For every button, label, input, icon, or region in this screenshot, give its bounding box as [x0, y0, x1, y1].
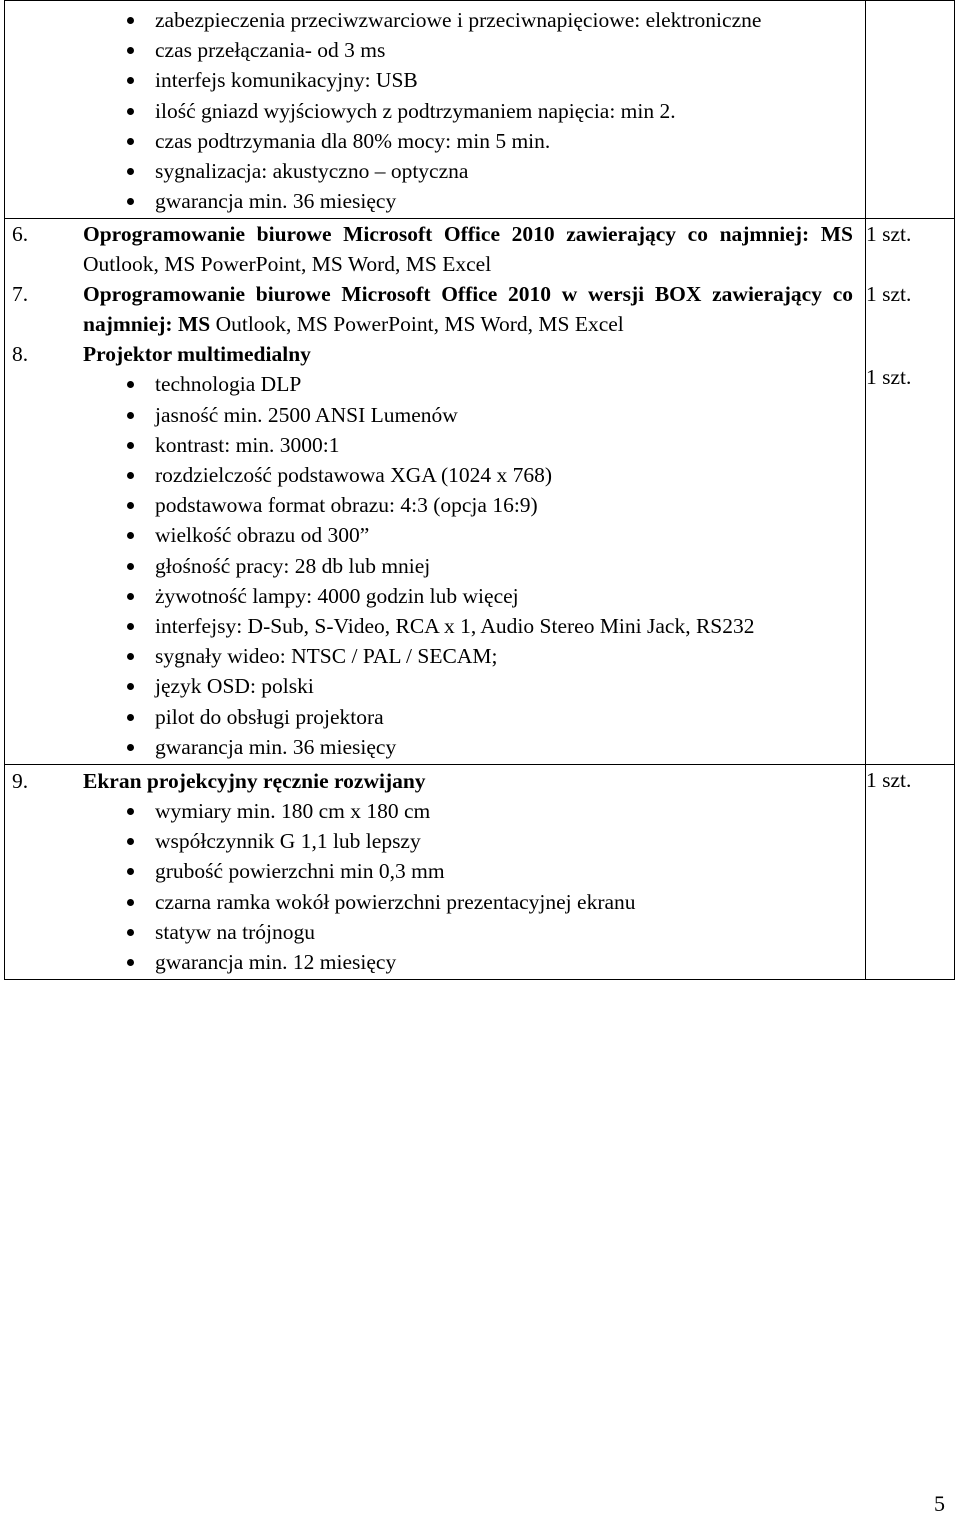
list-item-text: interfejsy: D-Sub, S-Video, RCA x 1, Audio Stereo Mini Jack, RS232 [155, 614, 755, 639]
bullet-icon [127, 47, 134, 54]
list-item [155, 856, 853, 886]
item-9 [5, 766, 865, 796]
list-item-text: interfejs komunikacyjny: USB [155, 68, 418, 93]
item-title-rest: Outlook, MS PowerPoint, MS Word, MS Excel [210, 312, 624, 337]
list-item [155, 796, 853, 826]
bullet-icon [127, 532, 134, 539]
list-item [155, 826, 853, 856]
description-cell [5, 765, 866, 980]
item-number: 8. [12, 342, 29, 367]
bullet-icon [127, 381, 134, 388]
list-item-text: język OSD: polski [155, 674, 314, 699]
list-item [155, 611, 853, 641]
bullet-icon [127, 168, 134, 175]
bullet-icon [127, 653, 134, 660]
list-item [155, 35, 853, 65]
quantity-value: 1 szt. [866, 365, 912, 390]
table-row [5, 1, 955, 219]
bullet-icon [127, 198, 134, 205]
specification-table [4, 0, 955, 980]
table-row [5, 219, 955, 765]
list-item-text: wymiary min. 180 cm x 180 cm [155, 799, 431, 824]
item-number: 6. [12, 222, 29, 247]
list-item [155, 732, 853, 762]
list-item [155, 5, 853, 35]
quantity-cell [866, 765, 955, 980]
list-item-text: pilot do obsługi projektora [155, 704, 384, 729]
bullet-icon [127, 714, 134, 721]
bullet-icon [127, 502, 134, 509]
item-number: 9. [12, 769, 29, 794]
bullet-list [5, 796, 865, 977]
list-item [155, 369, 853, 399]
list-item [155, 947, 853, 977]
bullet-icon [127, 108, 134, 115]
list-item-text: gwarancja min. 12 miesięcy [155, 950, 397, 975]
list-item [155, 917, 853, 947]
list-item [155, 887, 853, 917]
list-item [155, 490, 853, 520]
description-cell [5, 1, 866, 219]
bullet-icon [127, 744, 134, 751]
quantity-value: 1 szt. [866, 282, 912, 307]
bullet-list [5, 5, 865, 216]
list-item [155, 186, 853, 216]
list-item-text: technologia DLP [155, 372, 302, 397]
bullet-icon [127, 838, 134, 845]
list-item [155, 520, 853, 550]
list-item-text: współczynnik G 1,1 lub lepszy [155, 829, 421, 854]
bullet-icon [127, 563, 134, 570]
list-item-text: wielkość obrazu od 300” [155, 523, 370, 548]
list-item-text: podstawowa format obrazu: 4:3 (opcja 16:9) [155, 493, 538, 518]
list-item-text: głośność pracy: 28 db lub mniej [155, 553, 431, 578]
list-item-text: sygnały wideo: NTSC / PAL / SECAM; [155, 644, 498, 669]
list-item [155, 65, 853, 95]
bullet-icon [127, 442, 134, 449]
list-item [155, 641, 853, 671]
list-item-text: rozdzielczość podstawowa XGA (1024 x 768) [155, 463, 553, 488]
item-7 [5, 279, 865, 339]
bullet-icon [127, 412, 134, 419]
item-6 [5, 219, 865, 279]
list-item [155, 430, 853, 460]
item-number: 7. [12, 282, 29, 307]
item-title: Ekran projekcyjny ręcznie rozwijany [83, 769, 426, 794]
list-item-text: czarna ramka wokół powierzchni prezentacyjnej ekranu [155, 889, 636, 914]
bullet-icon [127, 472, 134, 479]
bullet-icon [127, 77, 134, 84]
bullet-icon [127, 623, 134, 630]
bullet-icon [127, 808, 134, 815]
list-item [155, 156, 853, 186]
list-item-text: czas przełączania- od 3 ms [155, 38, 386, 63]
list-item-text: czas podtrzymania dla 80% mocy: min 5 min. [155, 128, 551, 153]
list-item-text: ilość gniazd wyjściowych z podtrzymaniem napięcia: min 2. [155, 98, 676, 123]
list-item-text: statyw na trójnogu [155, 919, 316, 944]
item-title: Oprogramowanie biurowe Microsoft Office 2010 zawierający co najmniej: MS [83, 222, 853, 247]
list-item-text: kontrast: min. 3000:1 [155, 432, 340, 457]
list-item [155, 400, 853, 430]
list-item [155, 671, 853, 701]
bullet-icon [127, 899, 134, 906]
list-item [155, 460, 853, 490]
quantity-value: 1 szt. [866, 768, 912, 793]
bullet-icon [127, 959, 134, 966]
list-item [155, 96, 853, 126]
list-item [155, 702, 853, 732]
bullet-icon [127, 683, 134, 690]
list-item [155, 581, 853, 611]
list-item-text: żywotność lampy: 4000 godzin lub więcej [155, 583, 519, 608]
item-8 [5, 339, 865, 369]
list-item [155, 551, 853, 581]
bullet-icon [127, 17, 134, 24]
list-item [155, 126, 853, 156]
list-item-text: sygnalizacja: akustyczno – optyczna [155, 159, 469, 184]
table-row [5, 765, 955, 980]
list-item-text: grubość powierzchni min 0,3 mm [155, 859, 445, 884]
list-item-text: gwarancja min. 36 miesięcy [155, 189, 397, 214]
item-title: Oprogramowanie biurowe Microsoft Office 2010 w wersji BOX zawierający co najmniej: MS [83, 282, 853, 337]
bullet-icon [127, 868, 134, 875]
description-cell [5, 219, 866, 765]
item-title: Projektor multimedialny [83, 342, 311, 367]
quantity-value: 1 szt. [866, 222, 912, 247]
bullet-list [5, 369, 865, 762]
list-item-text: gwarancja min. 36 miesięcy [155, 734, 397, 759]
item-title-rest: Outlook, MS PowerPoint, MS Word, MS Excel [83, 252, 492, 277]
list-item-text: jasność min. 2500 ANSI Lumenów [155, 402, 458, 427]
quantity-cell [866, 219, 955, 765]
page-number: 5 [934, 1491, 945, 1516]
bullet-icon [127, 593, 134, 600]
bullet-icon [127, 929, 134, 936]
quantity-cell [866, 1, 955, 219]
bullet-icon [127, 138, 134, 145]
list-item-text: zabezpieczenia przeciwzwarciowe i przeciwnapięciowe: elektroniczne [155, 8, 762, 32]
